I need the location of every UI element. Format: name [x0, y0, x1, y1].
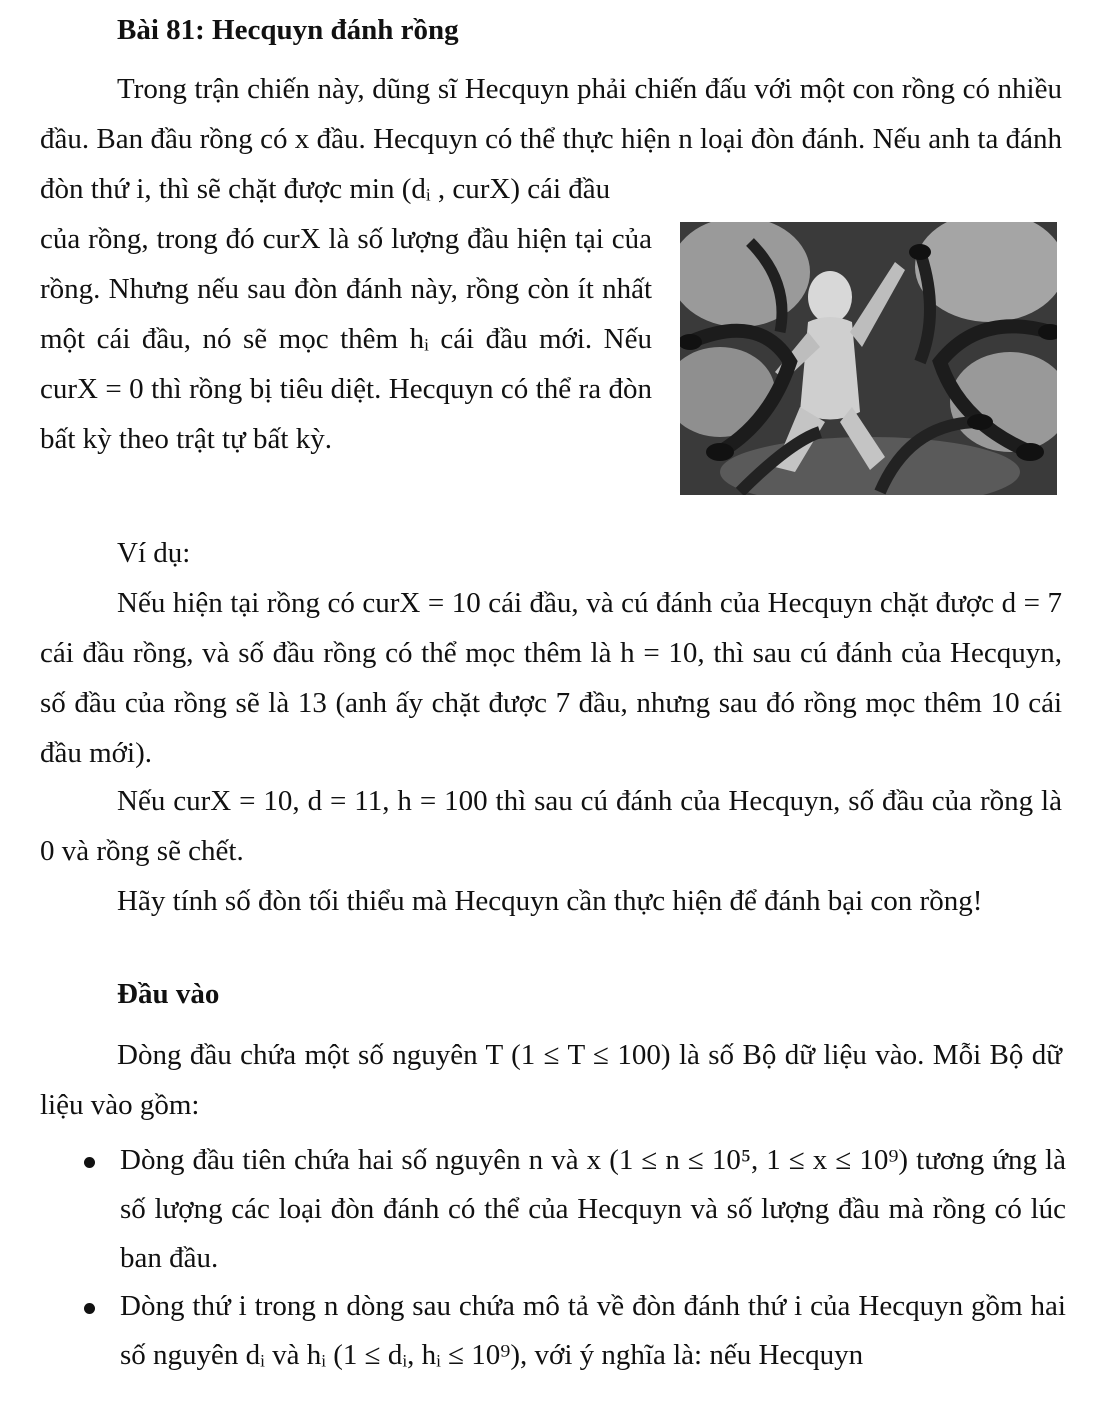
hercules-hydra-illustration	[680, 222, 1057, 495]
intro-paragraph-1: Trong trận chiến này, dũng sĩ Hecquyn phải chiến đấu với một con rồng có nhiều đầu. Ban đầu rồng có x đầu. Hecquyn có thể thực hiện n loại đòn đánh. Nếu anh ta đánh đòn thứ i, thì sẽ chặt được min (dᵢ , curX) cái đầu	[40, 73, 1062, 205]
example-paragraph-1: Nếu hiện tại rồng có curX = 10 cái đầu, và cú đánh của Hecquyn chặt được d = 7 cái đầu rồng, và số đầu rồng có thể mọc thêm là h = 10, thì sau cú đánh của Hecquyn, số đầu của rồng sẽ là 13 (anh ấy chặt được 7 đầu, nhưng sau đó rồng mọc thêm 10 cái đầu mới).	[40, 587, 1062, 769]
example-paragraph-3: Hãy tính số đòn tối thiểu mà Hecquyn cần thực hiện để đánh bại con rồng!	[117, 885, 983, 917]
hydra-picture	[680, 222, 1057, 495]
bullet-dot-2	[84, 1303, 95, 1314]
example-label: Ví dụ:	[117, 537, 191, 569]
input-bullet-1: Dòng đầu tiên chứa hai số nguyên n và x (1 ≤ n ≤ 10⁵, 1 ≤ x ≤ 10⁹) tương ứng là số lượng các loại đòn đánh có thể của Hecquyn và số lượng đầu mà rồng có lúc ban đầu.	[120, 1144, 1066, 1274]
example-paragraph-2: Nếu curX = 10, d = 11, h = 100 thì sau cú đánh của Hecquyn, số đầu của rồng là 0 và rồng sẽ chết.	[40, 785, 1062, 867]
problem-title: Bài 81: Hecquyn đánh rồng	[117, 14, 459, 46]
bullet-dot-1	[84, 1157, 95, 1168]
input-heading: Đầu vào	[117, 978, 220, 1010]
input-paragraph: Dòng đầu chứa một số nguyên T (1 ≤ T ≤ 100) là số Bộ dữ liệu vào. Mỗi Bộ dữ liệu vào gồm:	[40, 1039, 1062, 1121]
input-bullet-2: Dòng thứ i trong n dòng sau chứa mô tả về đòn đánh thứ i của Hecquyn gồm hai số nguyên dᵢ và hᵢ (1 ≤ dᵢ, hᵢ ≤ 10⁹), với ý nghĩa là: nếu Hecquyn	[120, 1290, 1066, 1371]
intro-paragraph-2: của rồng, trong đó curX là số lượng đầu hiện tại của rồng. Nhưng nếu sau đòn đánh này, rồng còn ít nhất một cái đầu, nó sẽ mọc thêm hᵢ cái đầu mới. Nếu curX = 0 thì rồng bị tiêu diệt. Hecquyn có thể ra đòn bất kỳ theo trật tự bất kỳ.	[40, 223, 652, 455]
